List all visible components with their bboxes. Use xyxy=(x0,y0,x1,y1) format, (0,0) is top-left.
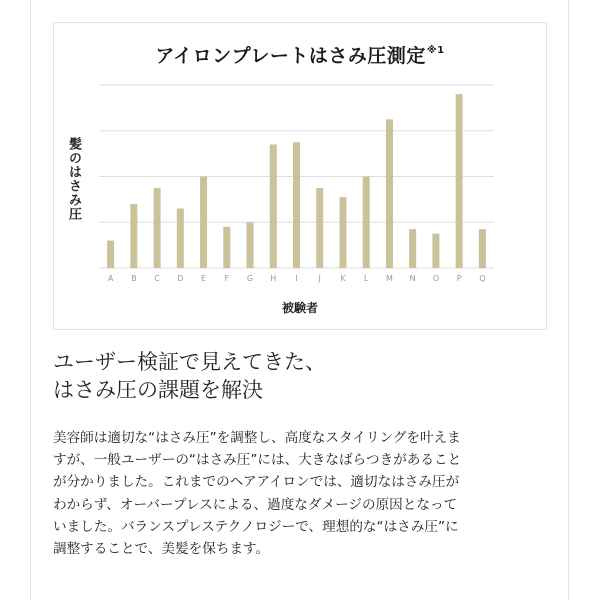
frame-right-line xyxy=(568,0,569,600)
x-tick-label: J xyxy=(318,274,321,283)
x-tick-label: L xyxy=(363,274,369,283)
x-tick-label: N xyxy=(409,274,416,283)
bar-i xyxy=(293,142,300,268)
x-tick-label: O xyxy=(432,274,440,283)
frame-left-line xyxy=(30,0,31,600)
x-tick-label: F xyxy=(224,274,230,283)
chart-title-text: アイロンプレートはさみ圧測定 xyxy=(155,45,426,67)
x-tick-label: I xyxy=(295,274,298,283)
chart-title-note: ※1 xyxy=(426,45,445,56)
bar-m xyxy=(386,119,393,268)
x-tick-label: G xyxy=(246,274,254,283)
bar-h xyxy=(270,144,277,268)
bar-chart xyxy=(54,23,548,331)
bar-c xyxy=(154,188,161,268)
y-axis-label: 髪のはさみ圧 xyxy=(66,137,81,221)
x-tick-label: P xyxy=(456,274,462,283)
headline: ユーザー検証で見えてきた、 はさみ圧の課題を解決 xyxy=(53,350,326,402)
body-text: 美容師は適切な“はさみ圧”を調整し、高度なスタイリングを叶えま すが、一般ユーザーの“はさみ圧”には、大きなばらつきがあること が分かりました。これまでのヘアアイロンでは、適切なはさみ圧が わからず、オーバープレスによる、過度なダメージの原因となって いました。バランスプレステクノロジーで、理想的な“はさみ圧”に 調整することで、美髪を保ちます。 xyxy=(53,430,462,558)
x-tick-label: A xyxy=(107,274,114,283)
bar-b xyxy=(130,204,137,268)
x-tick-label: E xyxy=(201,274,207,283)
bar-a xyxy=(107,241,114,268)
x-tick-label: C xyxy=(154,274,160,283)
x-tick-label: H xyxy=(270,274,277,283)
x-tick-label: Q xyxy=(479,274,486,283)
bar-n xyxy=(409,229,416,268)
bar-o xyxy=(432,234,439,268)
chart-card xyxy=(53,22,547,330)
bar-g xyxy=(247,222,254,268)
x-tick-label: K xyxy=(340,274,346,283)
bar-f xyxy=(223,227,230,268)
x-tick-label: D xyxy=(177,274,184,283)
bar-q xyxy=(479,229,486,268)
bar-e xyxy=(200,177,207,269)
bar-k xyxy=(339,197,346,268)
bar-p xyxy=(456,94,463,268)
bar-l xyxy=(363,177,370,269)
x-tick-label: M xyxy=(385,274,393,283)
x-axis-label: 被験者 xyxy=(282,301,319,315)
bar-d xyxy=(177,209,184,268)
bar-j xyxy=(316,188,323,268)
x-tick-label: B xyxy=(131,274,137,283)
